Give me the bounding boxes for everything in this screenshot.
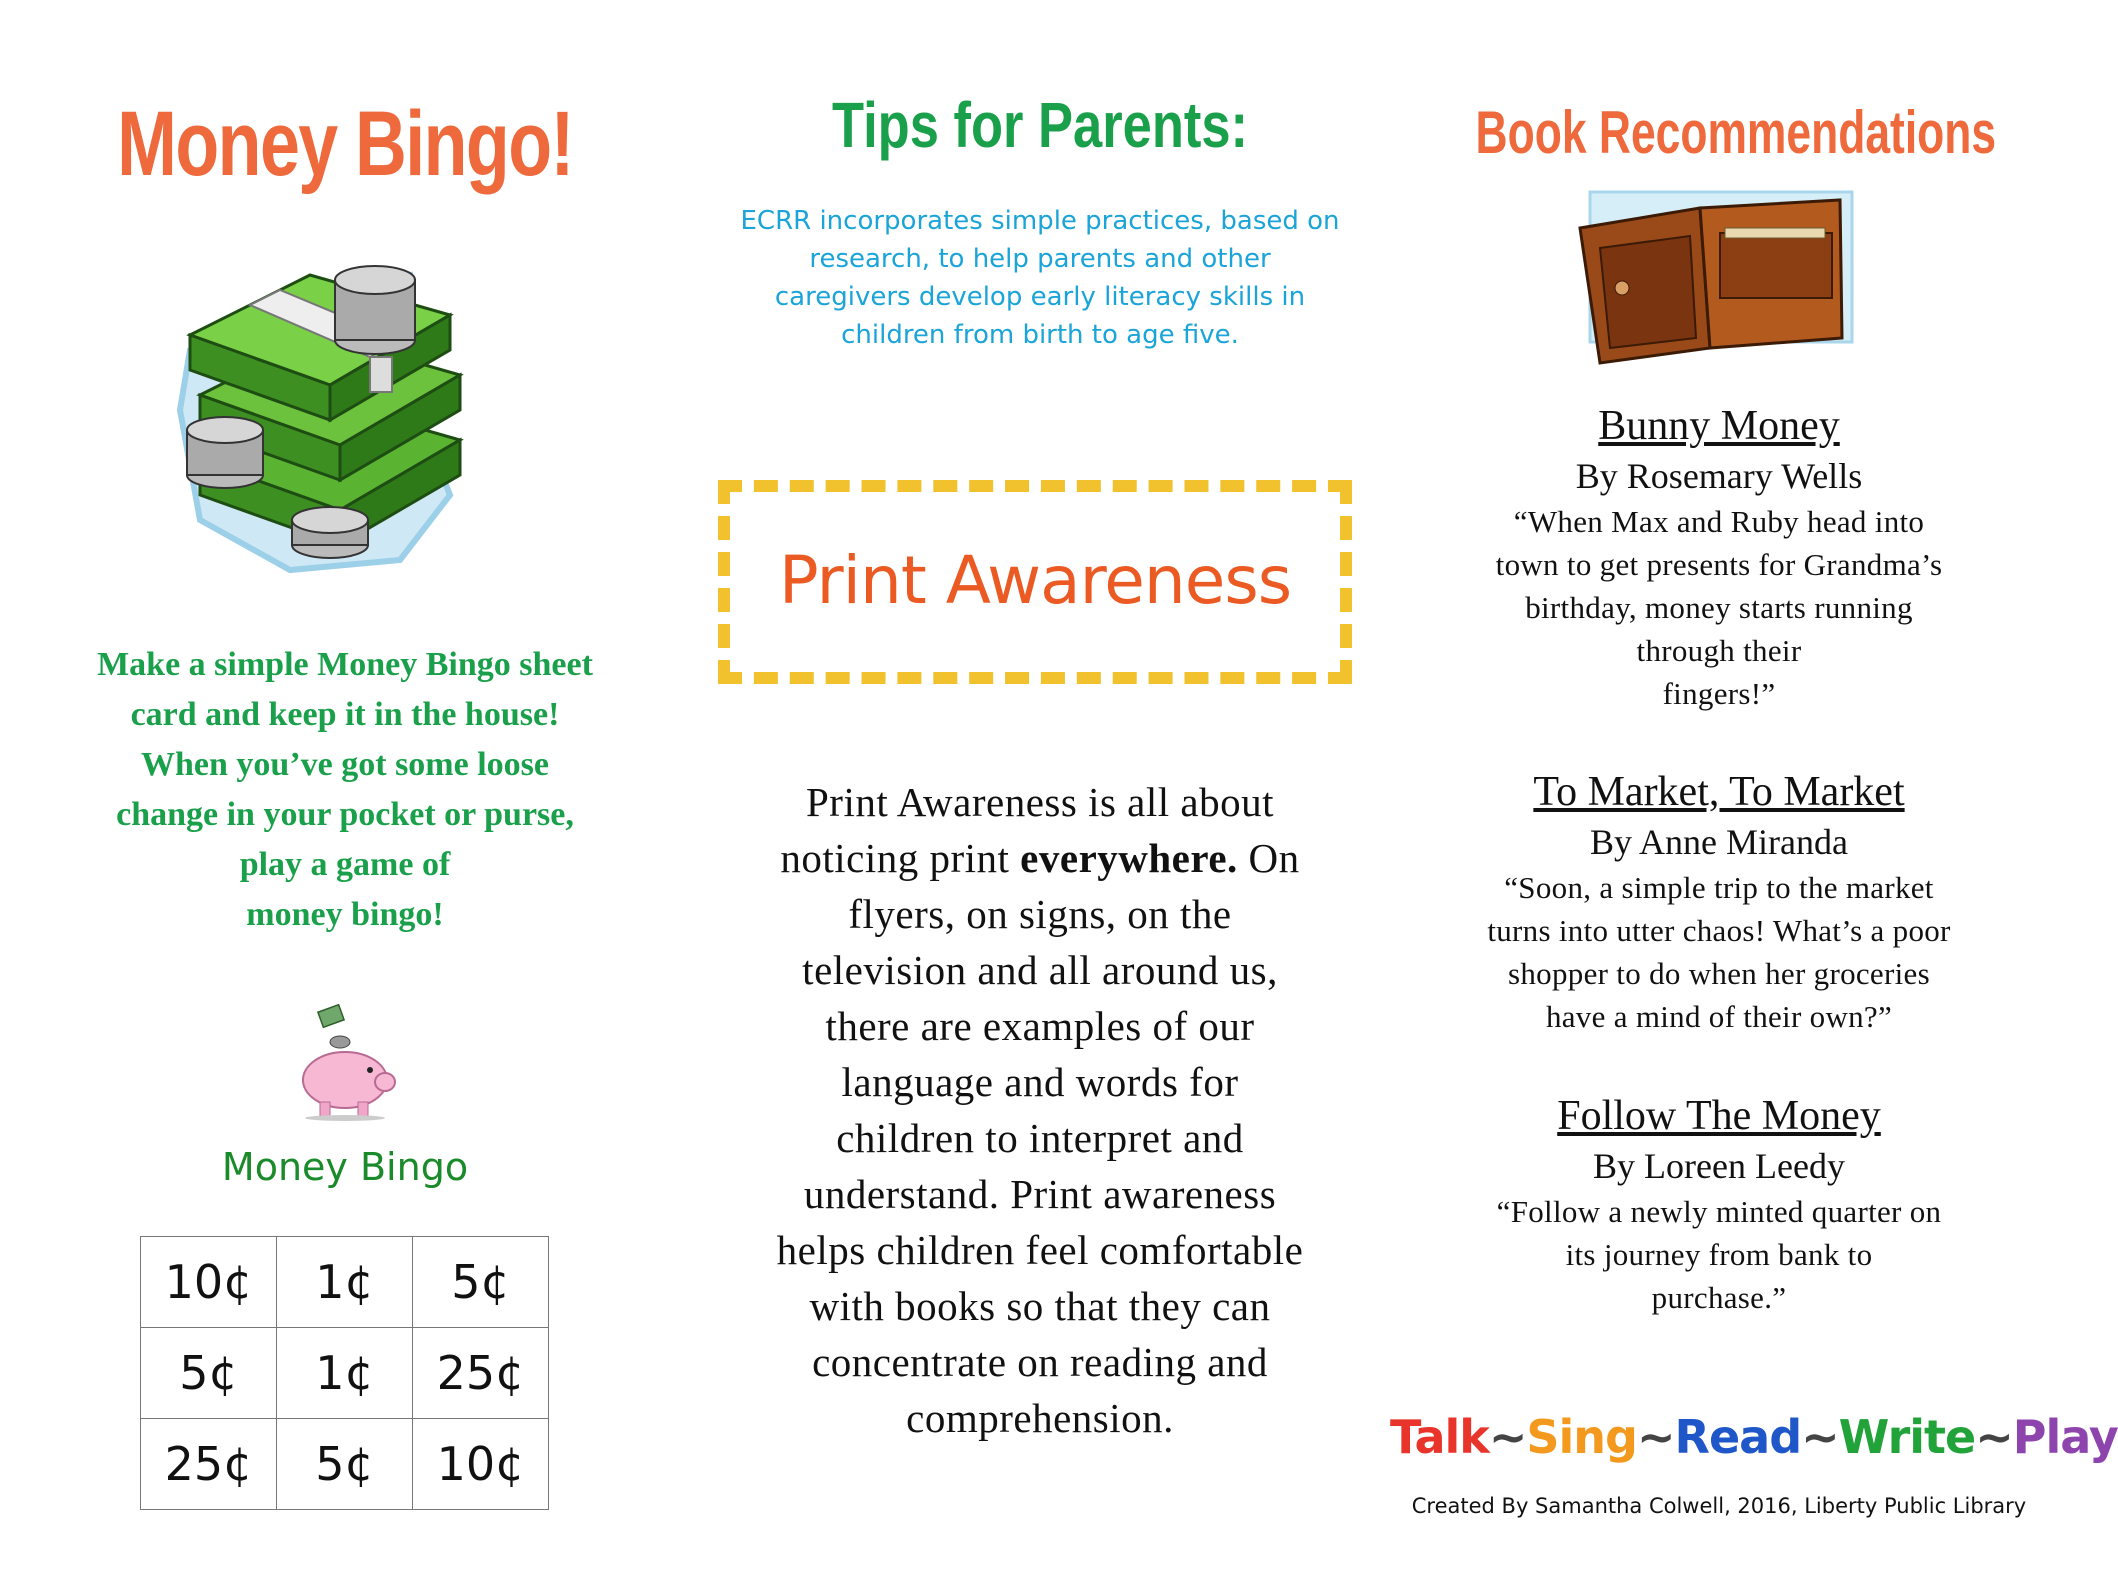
left-panel <box>0 0 690 1582</box>
talk-sing-read-write-play-slogan: Talk~Sing~Read~Write~Play <box>1390 1410 2118 1464</box>
book-title: Follow The Money <box>1557 1093 1881 1139</box>
book-author: By Rosemary Wells <box>1575 456 1863 496</box>
bingo-cell: 5¢ <box>141 1328 277 1419</box>
book-bunny-money <box>1390 400 2048 715</box>
ecrr-intro: ECRR incorporates simple practices, based on research, to help parents and other caregivers develop early literacy skills in children from birth to age five. <box>740 206 1340 350</box>
bingo-cell: 5¢ <box>277 1419 413 1510</box>
book-title: To Market, To Market <box>1533 769 1905 815</box>
wallet-icon <box>1570 188 1860 368</box>
middle-panel <box>700 0 1380 1582</box>
book-to-market <box>1390 766 2048 1038</box>
book-description: “Follow a newly minted quarter on its journey from bank to purchase.” <box>1496 1194 1942 1315</box>
print-awareness-body: Print Awareness is all about noticing print everywhere. On flyers, on signs, on the television and all around us, there are examples of our language and words for children to interpret and understand. Print awareness helps children feel comfortable with books so that they can concentrate on reading and comprehension. <box>776 779 1304 1441</box>
piggy-bank-icon <box>290 1000 400 1120</box>
book-description: “When Max and Ruby head into town to get presents for Grandma’s birthday, money starts running through their fingers!” <box>1495 504 1943 711</box>
bingo-cell: 5¢ <box>413 1237 549 1328</box>
money-stack-icon <box>170 260 540 590</box>
bingo-cell: 1¢ <box>277 1237 413 1328</box>
print-awareness-label: Print Awareness <box>778 542 1292 619</box>
bingo-cell: 25¢ <box>413 1328 549 1419</box>
book-author: By Anne Miranda <box>1590 822 1848 862</box>
book-author: By Loreen Leedy <box>1593 1146 1845 1186</box>
right-panel <box>1390 0 2118 1582</box>
bingo-card-title: Money Bingo <box>221 1145 469 1189</box>
print-awareness-banner <box>718 480 1352 684</box>
book-description: “Soon, a simple trip to the market turns into utter chaos! What’s a poor shopper to do when her groceries have a mind of their own?” <box>1487 870 1951 1034</box>
money-bingo-description: Make a simple Money Bingo sheet card and keep it in the house! When you’ve got some loose change in your pocket or purse, play a game of money bingo! <box>97 646 593 933</box>
book-title: Bunny Money <box>1598 403 1840 449</box>
bingo-card <box>140 1236 549 1510</box>
bingo-cell: 10¢ <box>141 1237 277 1328</box>
bingo-cell: 1¢ <box>277 1328 413 1419</box>
money-bingo-title: Money Bingo! <box>117 93 573 195</box>
bingo-cell: 25¢ <box>141 1419 277 1510</box>
credit-line: Created By Samantha Colwell, 2016, Liberty Public Library <box>1411 1494 2027 1518</box>
book-follow-the-money <box>1390 1090 2048 1319</box>
tips-title: Tips for Parents: <box>831 89 1249 161</box>
bingo-cell: 10¢ <box>413 1419 549 1510</box>
book-recommendations-title: Book Recommendations <box>1475 99 1997 166</box>
